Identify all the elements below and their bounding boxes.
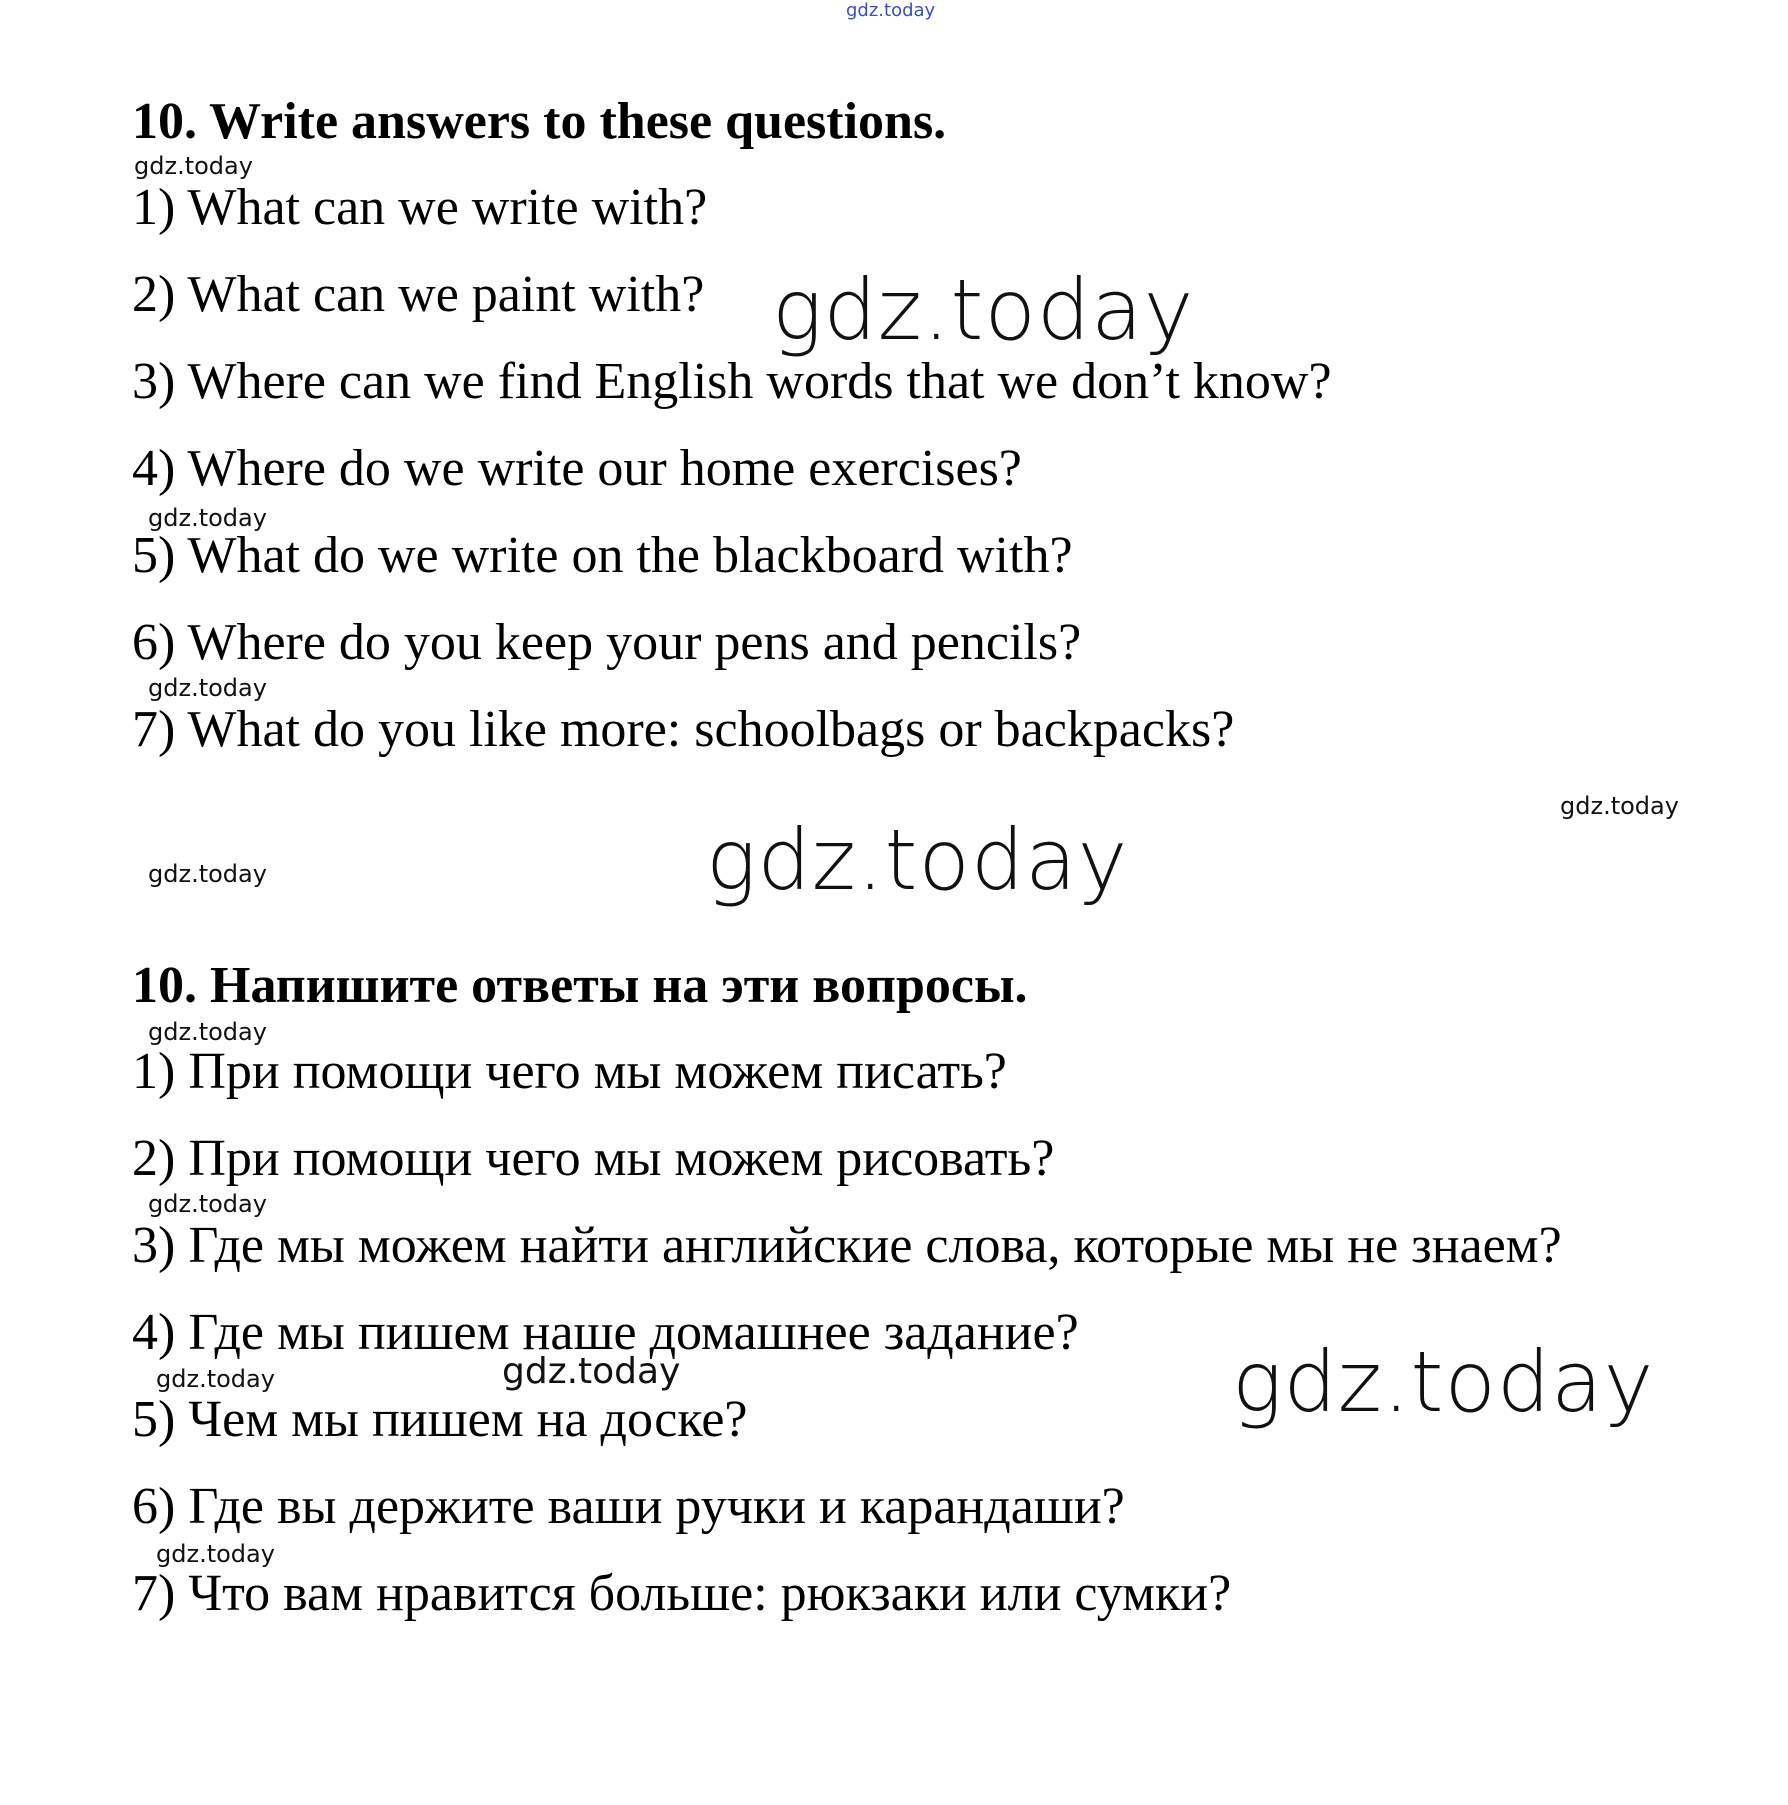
russian-question-5: 5) Чем мы пишем на доске? [132, 1391, 748, 1448]
watermark-small: gdz.today [156, 1365, 275, 1393]
watermark-small: gdz.today [148, 1190, 267, 1218]
russian-question-2: 2) При помощи чего мы можем рисовать? [132, 1130, 1055, 1187]
watermark-medium: gdz.today [502, 1351, 681, 1392]
watermark-small: gdz.today [148, 504, 267, 532]
russian-question-7: 7) Что вам нравится больше: рюкзаки или сумки? [132, 1565, 1232, 1622]
watermark-small: gdz.today [148, 860, 267, 888]
english-heading: 10. Write answers to these questions. [132, 93, 947, 150]
english-question-1: 1) What can we write with? [132, 179, 708, 236]
english-question-4: 4) Where do we write our home exercises? [132, 440, 1022, 497]
russian-question-3: 3) Где мы можем найти английские слова, которые мы не знаем? [132, 1217, 1562, 1274]
english-question-2: 2) What can we paint with? [132, 266, 705, 323]
english-question-6: 6) Where do you keep your pens and pencils? [132, 614, 1082, 671]
english-question-5: 5) What do we write on the blackboard with? [132, 527, 1073, 584]
russian-heading: 10. Напишите ответы на эти вопросы. [132, 957, 1028, 1014]
russian-question-6: 6) Где вы держите ваши ручки и карандаши? [132, 1478, 1125, 1535]
watermark-small: gdz.today [148, 674, 267, 702]
english-question-3: 3) Where can we find English words that we don’t know? [132, 353, 1332, 410]
watermark-small: gdz.today [156, 1540, 275, 1568]
watermark-small: gdz.today [134, 152, 253, 180]
russian-question-4: 4) Где мы пишем наше домашнее задание? [132, 1304, 1079, 1361]
russian-question-1: 1) При помощи чего мы можем писать? [132, 1043, 1007, 1100]
watermark-top: gdz.today [846, 0, 936, 21]
watermark-large: gdz.today [772, 261, 1195, 359]
watermark-large: gdz.today [706, 811, 1129, 909]
watermark-small: gdz.today [1560, 792, 1679, 820]
watermark-large: gdz.today [1232, 1333, 1655, 1431]
english-question-7: 7) What do you like more: schoolbags or backpacks? [132, 701, 1235, 758]
watermark-small: gdz.today [148, 1018, 267, 1046]
